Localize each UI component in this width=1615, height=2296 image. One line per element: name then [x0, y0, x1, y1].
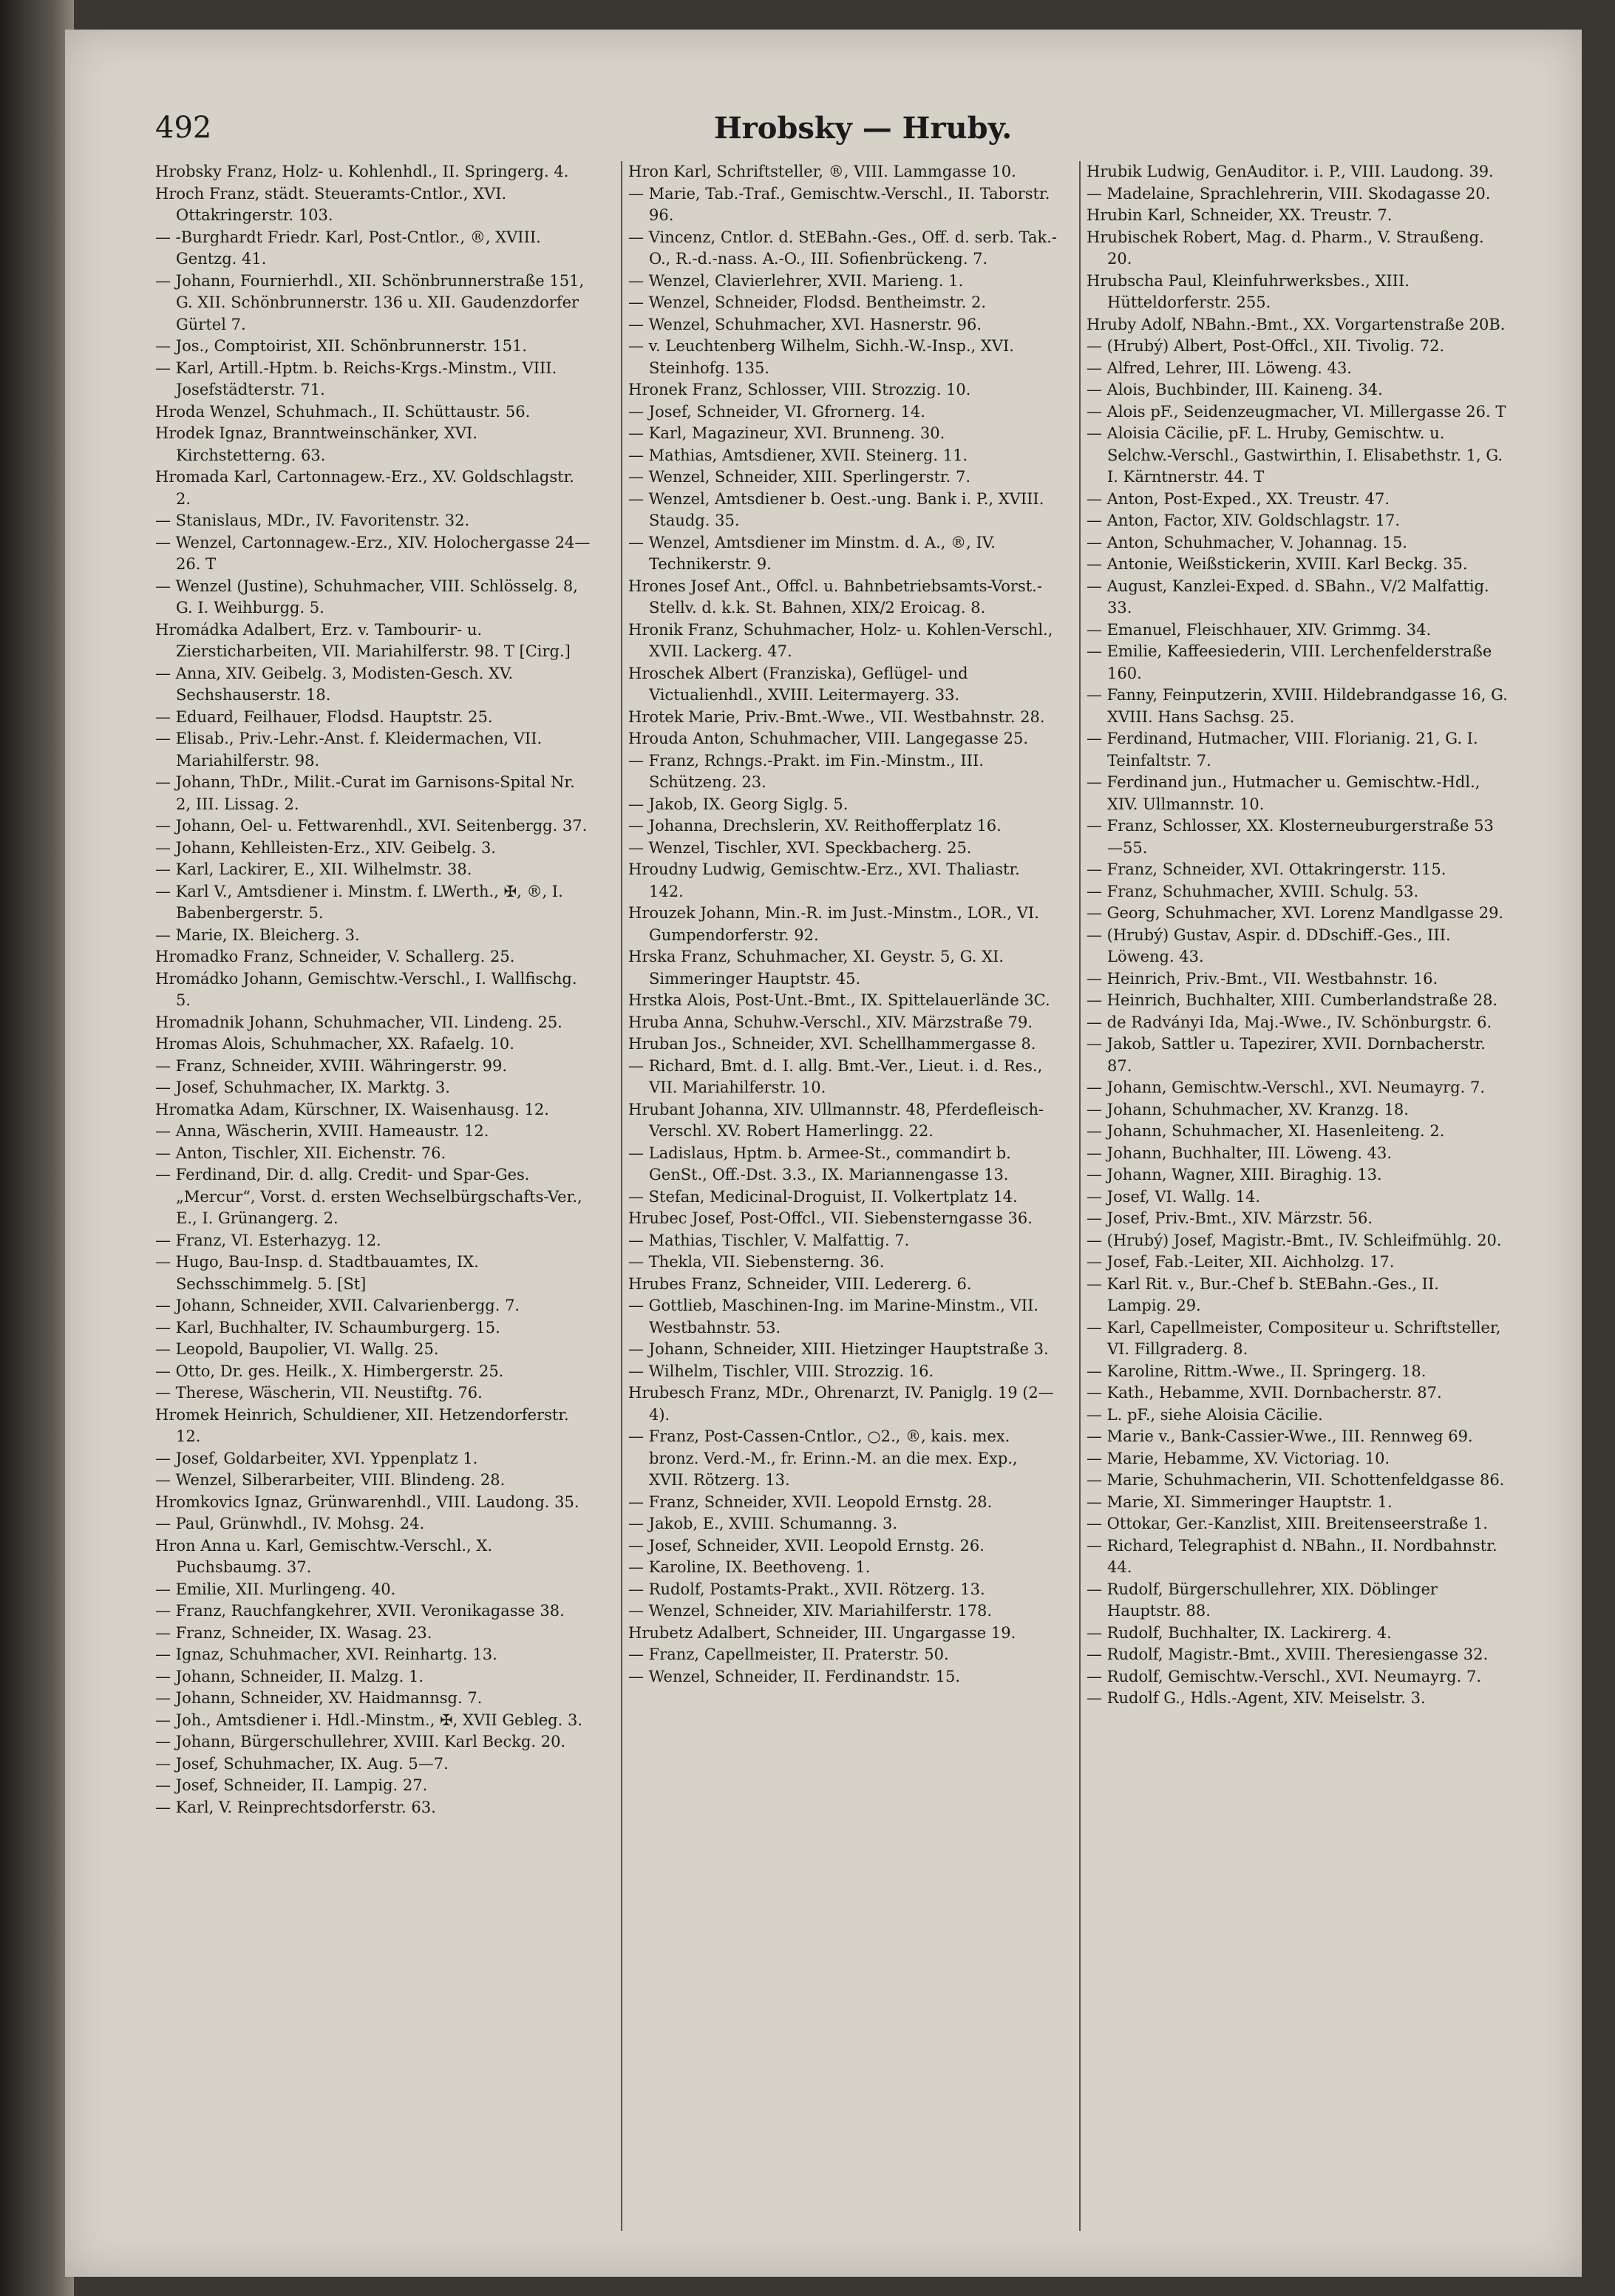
column-2: [621, 161, 1058, 2231]
directory-entry: — Josef, Schneider, VI. Gfrornerg. 14.: [628, 402, 925, 421]
directory-entry: — Thekla, VII. Siebensterng. 36.: [628, 1253, 885, 1271]
directory-entry: — Ferdinand, Dir. d. allg. Credit- und Spar-Ges. „Mercur“, Vorst. d. ersten Wechselbürgschafts-Ver., E., I. Grünangerg. 2.: [155, 1166, 582, 1227]
directory-entry: Hrubec Josef, Post-Offcl., VII. Siebensterngasse 36.: [628, 1209, 1033, 1227]
directory-entry: — Karl, Buchhalter, IV. Schaumburgerg. 15.: [155, 1318, 500, 1336]
directory-entry: — Ignaz, Schuhmacher, XVI. Reinhartg. 13.: [155, 1645, 497, 1663]
directory-entry: Hromádka Adalbert, Erz. v. Tambourir- u. Ziersticharbeiten, VII. Mariahilferstr. 98. T [Cirg.]: [155, 620, 571, 660]
directory-entry: — Aloisia Cäcilie, pF. L. Hruby, Gemischtw. u. Selchw.-Verschl., Gastwirthin, I. Elisabethstr. 1, G. I. Kärntnerstr. 44. T: [1087, 424, 1503, 486]
directory-entry: — August, Kanzlei-Exped. d. SBahn., V/2 Malfattig. 33.: [1087, 577, 1489, 617]
directory-entry: Hrubin Karl, Schneider, XX. Treustr. 7.: [1087, 206, 1393, 224]
directory-entry: — de Radványi Ida, Maj.-Wwe., IV. Schönburgstr. 6.: [1087, 1013, 1492, 1031]
directory-entry: Hromádko Johann, Gemischtw.-Verschl., I. Wallfischg. 5.: [155, 969, 577, 1009]
directory-entry: — Anton, Tischler, XII. Eichenstr. 76.: [155, 1144, 446, 1162]
directory-entry: — Johann, Schuhmacher, XI. Hasenleiteng. 2.: [1087, 1122, 1445, 1140]
directory-entry: — Joh., Amtsdiener i. Hdl.-Minstm., ✠, XVII Gebleg. 3.: [155, 1711, 582, 1729]
column-3: [1079, 161, 1508, 2231]
directory-entry: — Paul, Grünwhdl., IV. Mohsg. 24.: [155, 1515, 425, 1532]
directory-entry: Hrubischek Robert, Mag. d. Pharm., V. Straußeng. 20.: [1087, 228, 1484, 268]
directory-entry: — Karl Rit. v., Bur.-Chef b. StEBahn.-Ges., II. Lampig. 29.: [1087, 1274, 1439, 1314]
directory-entry: — Wenzel, Tischler, XVI. Speckbacherg. 25.: [628, 838, 972, 857]
directory-entry: — Wenzel, Schneider, II. Ferdinandstr. 15.: [628, 1667, 961, 1685]
directory-entry: — Alois pF., Seidenzeugmacher, VI. Millergasse 26. T: [1087, 402, 1506, 421]
directory-entry: — Franz, Schneider, XVII. Leopold Ernstg. 28.: [628, 1492, 993, 1511]
directory-entry: Hron Karl, Schriftsteller, ®, VIII. Lammgasse 10.: [628, 163, 1016, 180]
directory-entry: Hruban Jos., Schneider, XVI. Schellhammergasse 8.: [628, 1035, 1036, 1053]
directory-entry: — Rudolf G., Hdls.-Agent, XIV. Meiselstr. 3.: [1087, 1689, 1426, 1707]
directory-entry: — Franz, Rauchfangkehrer, XVII. Veronikagasse 38.: [155, 1602, 565, 1620]
directory-entry: — Heinrich, Priv.-Bmt., VII. Westbahnstr. 16.: [1087, 969, 1438, 988]
directory-entry: — Jakob, Sattler u. Tapezirer, XVII. Dornbacherstr. 87.: [1087, 1035, 1486, 1075]
directory-entry: — Johann, Gemischtw.-Verschl., XVI. Neumayrg. 7.: [1087, 1079, 1486, 1096]
directory-entry: — Karoline, IX. Beethoveng. 1.: [628, 1558, 871, 1576]
directory-entry: — Wenzel, Schneider, Flodsd. Bentheimstr. 2.: [628, 293, 987, 311]
directory-entry: — Johann, Schneider, XVII. Calvarienbergg. 7.: [155, 1297, 520, 1314]
directory-entry: — Wenzel, Amtsdiener b. Oest.-ung. Bank i. P., XVIII. Staudg. 35.: [628, 489, 1044, 529]
directory-entry: Hrodek Ignaz, Branntweinschänker, XVI. Kirchstetterng. 63.: [155, 424, 478, 464]
directory-entry: — Marie, IX. Bleicherg. 3.: [155, 925, 360, 944]
directory-entry: — Ferdinand jun., Hutmacher u. Gemischtw.-Hdl., XIV. Ullmannstr. 10.: [1087, 773, 1480, 813]
directory-entry: — Wenzel, Cartonnagew.-Erz., XIV. Holochergasse 24—26. T: [155, 533, 591, 573]
directory-entry: — Eduard, Feilhauer, Flodsd. Hauptstr. 25.: [155, 707, 493, 726]
directory-entry: Hruba Anna, Schuhw.-Verschl., XIV. Märzstraße 79.: [628, 1013, 1033, 1031]
directory-entry: — Wenzel, Amtsdiener im Minstm. d. A., ®, IV. Technikerstr. 9.: [628, 533, 996, 573]
directory-entry: Hruby Adolf, NBahn.-Bmt., XX. Vorgartenstraße 20B.: [1087, 315, 1506, 333]
directory-entry: — Vincenz, Cntlor. d. StEBahn.-Ges., Off. d. serb. Tak.-O., R.-d.-nass. A.-O., III. Sofienbrückeng. 7.: [628, 228, 1058, 268]
directory-entry: — Marie, Schuhmacherin, VII. Schottenfeldgasse 86.: [1087, 1471, 1505, 1489]
directory-entry: — Alfred, Lehrer, III. Löweng. 43.: [1087, 359, 1352, 377]
directory-entry: Hromadko Franz, Schneider, V. Schallerg. 25.: [155, 948, 515, 965]
directory-entry: — Wenzel, Schneider, XIV. Mariahilferstr. 178.: [628, 1602, 992, 1620]
directory-entry: — Wenzel, Schuhmacher, XVI. Hasnerstr. 96.: [628, 315, 982, 333]
directory-entry: Hromek Heinrich, Schuldiener, XII. Hetzendorferstr. 12.: [155, 1405, 569, 1445]
directory-entry: Hrubscha Paul, Kleinfuhrwerksbes., XIII. Hütteldorferstr. 255.: [1087, 271, 1410, 311]
directory-entry: Hromada Karl, Cartonnagew.-Erz., XV. Goldschlagstr. 2.: [155, 468, 574, 508]
directory-entry: Hromatka Adam, Kürschner, IX. Waisenhausg. 12.: [155, 1100, 549, 1118]
page-header: [155, 111, 1571, 155]
directory-entry: Hromadnik Johann, Schuhmacher, VII. Lindeng. 25.: [155, 1013, 562, 1031]
directory-entry: — Karl, Magazineur, XVI. Brunneng. 30.: [628, 424, 945, 442]
directory-entry: — Josef, Schneider, II. Lampig. 27.: [155, 1776, 428, 1794]
column-1: [155, 161, 591, 2231]
directory-entry: — Rudolf, Postamts-Prakt., XVII. Rötzerg. 13.: [628, 1580, 985, 1598]
directory-entry: — Leopold, Baupolier, VI. Wallg. 25.: [155, 1340, 439, 1358]
directory-entry: — Anton, Post-Exped., XX. Treustr. 47.: [1087, 489, 1390, 508]
directory-entry: — Ladislaus, Hptm. b. Armee-St., commandirt b. GenSt., Off.-Dst. 3.3., IX. Mariannengasse 13.: [628, 1144, 1011, 1183]
directory-entry: — Johann, Schneider, II. Malzg. 1.: [155, 1667, 424, 1685]
directory-entry: Hrstka Alois, Post-Unt.-Bmt., IX. Spittelauerlände 3C.: [628, 991, 1050, 1009]
directory-entry: — -Burghardt Friedr. Karl, Post-Cntlor., ®, XVIII. Gentzg. 41.: [155, 228, 541, 268]
directory-entry: — Jakob, E., XVIII. Schumanng. 3.: [628, 1515, 897, 1532]
directory-entry: Hromkovics Ignaz, Grünwarenhdl., VIII. Laudong. 35.: [155, 1492, 579, 1511]
directory-entry: — Johann, Wagner, XIII. Biraghig. 13.: [1087, 1166, 1382, 1183]
running-head: Hrobsky — Hruby.: [713, 111, 1013, 146]
directory-entry: — Georg, Schuhmacher, XVI. Lorenz Mandlgasse 29.: [1087, 904, 1504, 922]
directory-entry: — Fanny, Feinputzerin, XVIII. Hildebrandgasse 16, G. XVIII. Hans Sachsg. 25.: [1087, 686, 1508, 726]
directory-entry: — Johanna, Drechslerin, XV. Reithofferplatz 16.: [628, 817, 1002, 835]
directory-entry: — Ferdinand, Hutmacher, VIII. Florianig. 21, G. I. Teinfaltstr. 7.: [1087, 730, 1478, 770]
directory-entry: — Marie, Tab.-Traf., Gemischtw.-Verschl., II. Taborstr. 96.: [628, 184, 1050, 224]
directory-entry: Hron Anna u. Karl, Gemischtw.-Verschl., X. Puchsbaumg. 37.: [155, 1536, 492, 1576]
directory-entry: Hrones Josef Ant., Offcl. u. Bahnbetriebsamts-Vorst.-Stellv. d. k.k. St. Bahnen, XIX/2 Eroicag. 8.: [628, 577, 1042, 617]
directory-entry: — Stefan, Medicinal-Droguist, II. Volkertplatz 14.: [628, 1187, 1018, 1206]
directory-entry: — Karl, V. Reinprechtsdorferstr. 63.: [155, 1798, 436, 1816]
directory-entry: — Wenzel, Silberarbeiter, VIII. Blindeng. 28.: [155, 1471, 506, 1489]
book-spine: [0, 0, 74, 2296]
directory-entry: — Emilie, Kaffeesiederin, VIII. Lerchenfelderstraße 160.: [1087, 642, 1492, 682]
directory-entry: — Therese, Wäscherin, VII. Neustiftg. 76.: [155, 1384, 483, 1402]
directory-entry: Hrubetz Adalbert, Schneider, III. Ungargasse 19.: [628, 1623, 1016, 1642]
directory-entry: — Hugo, Bau-Insp. d. Stadtbauamtes, IX. Sechsschimmelg. 5. [St]: [155, 1253, 479, 1293]
directory-entry: — Wenzel, Clavierlehrer, XVII. Marieng. 1.: [628, 271, 964, 290]
directory-entry: — (Hrubý) Albert, Post-Offcl., XII. Tivolig. 72.: [1087, 337, 1445, 355]
directory-entry: — Ottokar, Ger.-Kanzlist, XIII. Breitenseerstraße 1.: [1087, 1515, 1489, 1532]
directory-entry: Hroschek Albert (Franziska), Geflügel- und Victualienhdl., XVIII. Leitermayerg. 33.: [628, 664, 968, 704]
directory-columns: [155, 161, 1508, 2231]
directory-entry: Hrubant Johanna, XIV. Ullmannstr. 48, Pferdefleisch-Verschl. XV. Robert Hamerlingg. 22.: [628, 1100, 1044, 1140]
directory-entry: — Emilie, XII. Murlingeng. 40.: [155, 1580, 396, 1598]
directory-entry: Hrubes Franz, Schneider, VIII. Ledererg. 6.: [628, 1274, 972, 1293]
directory-entry: — Anton, Factor, XIV. Goldschlagstr. 17.: [1087, 512, 1401, 529]
directory-entry: — Franz, Schneider, XVI. Ottakringerstr. 115.: [1087, 860, 1446, 878]
directory-entry: — Wenzel (Justine), Schuhmacher, VIII. Schlösselg. 8, G. I. Weihburgg. 5.: [155, 577, 578, 617]
directory-entry: — Franz, Schneider, IX. Wasag. 23.: [155, 1623, 432, 1642]
directory-entry: — (Hrubý) Josef, Magistr.-Bmt., IV. Schleifmühlg. 20.: [1087, 1231, 1502, 1249]
directory-entry: — Johann, Buchhalter, III. Löweng. 43.: [1087, 1144, 1393, 1162]
directory-entry: — Rudolf, Gemischtw.-Verschl., XVI. Neumayrg. 7.: [1087, 1667, 1482, 1685]
directory-entry: — Rudolf, Buchhalter, IX. Lackirerg. 4.: [1087, 1623, 1392, 1642]
directory-entry: Hronek Franz, Schlosser, VIII. Strozzig. 10.: [628, 381, 971, 398]
directory-entry: Hronik Franz, Schuhmacher, Holz- u. Kohlen-Verschl., XVII. Lackerg. 47.: [628, 620, 1053, 660]
directory-entry: — Heinrich, Buchhalter, XIII. Cumberlandstraße 28.: [1087, 991, 1498, 1009]
directory-entry: — Richard, Bmt. d. I. allg. Bmt.-Ver., Lieut. i. d. Res., VII. Mariahilferstr. 10.: [628, 1056, 1043, 1096]
directory-entry: — Johann, Kehlleisten-Erz., XIV. Geibelg. 3.: [155, 838, 496, 857]
directory-entry: — Josef, Schuhmacher, IX. Marktg. 3.: [155, 1079, 450, 1096]
directory-entry: — Mathias, Tischler, V. Malfattig. 7.: [628, 1231, 910, 1249]
directory-entry: — Mathias, Amtsdiener, XVII. Steinerg. 11.: [628, 446, 968, 464]
directory-entry: — Karl, Artill.-Hptm. b. Reichs-Krgs.-Minstm., VIII. Josefstädterstr. 71.: [155, 359, 557, 398]
directory-entry: — Stanislaus, MDr., IV. Favoritenstr. 32.: [155, 512, 470, 529]
directory-entry: — Gottlieb, Maschinen-Ing. im Marine-Minstm., VII. Westbahnstr. 53.: [628, 1297, 1039, 1336]
directory-entry: — Josef, Schneider, XVII. Leopold Ernstg. 26.: [628, 1536, 985, 1555]
directory-entry: — Anna, Wäscherin, XVIII. Hameaustr. 12.: [155, 1122, 489, 1140]
directory-entry: — Johann, Bürgerschullehrer, XVIII. Karl Beckg. 20.: [155, 1733, 566, 1750]
directory-entry: — Franz, Rchngs.-Prakt. im Fin.-Minstm., III. Schützeng. 23.: [628, 751, 984, 791]
directory-entry: — v. Leuchtenberg Wilhelm, Sichh.-W.-Insp., XVI. Steinhofg. 135.: [628, 337, 1014, 377]
directory-entry: Hrobsky Franz, Holz- u. Kohlenhdl., II. Springerg. 4.: [155, 163, 569, 180]
directory-entry: Hrouzek Johann, Min.-R. im Just.-Minstm., LOR., VI. Gumpendorferstr. 92.: [628, 904, 1039, 944]
directory-entry: — Franz, Schneider, XVIII. Währingerstr. 99.: [155, 1056, 508, 1075]
directory-entry: — Josef, Goldarbeiter, XVI. Yppenplatz 1.: [155, 1449, 478, 1467]
directory-entry: — Anna, XIV. Geibelg. 3, Modisten-Gesch. XV. Sechshauserstr. 18.: [155, 664, 514, 704]
directory-entry: — Johann, Schuhmacher, XV. Kranzg. 18.: [1087, 1100, 1409, 1118]
directory-entry: — Franz, Schuhmacher, XVIII. Schulg. 53.: [1087, 882, 1419, 900]
directory-entry: — Rudolf, Bürgerschullehrer, XIX. Döblinger Hauptstr. 88.: [1087, 1580, 1438, 1620]
directory-entry: — Wenzel, Schneider, XIII. Sperlingerstr. 7.: [628, 468, 971, 486]
directory-entry: Hrouda Anton, Schuhmacher, VIII. Langegasse 25.: [628, 730, 1029, 747]
directory-entry: Hroda Wenzel, Schuhmach., II. Schüttaustr. 56.: [155, 402, 531, 421]
directory-entry: — Franz, VI. Esterhazyg. 12.: [155, 1231, 381, 1249]
directory-entry: — Franz, Post-Cassen-Cntlor., ○2., ®, kais. mex. bronz. Verd.-M., fr. Erinn.-M. an die mex. Exp., XVII. Rötzerg. 13.: [628, 1427, 1018, 1489]
directory-entry: — Richard, Telegraphist d. NBahn., II. Nordbahnstr. 44.: [1087, 1536, 1497, 1576]
directory-entry: — Franz, Schlosser, XX. Klosterneuburgerstraße 53—55.: [1087, 817, 1494, 857]
directory-entry: — Karl, Capellmeister, Compositeur u. Schriftsteller, VI. Fillgraderg. 8.: [1087, 1318, 1501, 1358]
directory-entry: — Jos., Comptoirist, XII. Schönbrunnerstr. 151.: [155, 337, 528, 355]
directory-entry: — Rudolf, Magistr.-Bmt., XVIII. Theresiengasse 32.: [1087, 1645, 1489, 1663]
directory-entry: — Kath., Hebamme, XVII. Dornbacherstr. 87.: [1087, 1384, 1442, 1402]
directory-entry: — Johann, Oel- u. Fettwarenhdl., XVI. Seitenbergg. 37.: [155, 817, 588, 835]
directory-entry: — Josef, Schuhmacher, IX. Aug. 5—7.: [155, 1754, 449, 1773]
directory-entry: — Marie v., Bank-Cassier-Wwe., III. Rennweg 69.: [1087, 1427, 1473, 1445]
directory-entry: Hrotek Marie, Priv.-Bmt.-Wwe., VII. Westbahnstr. 28.: [628, 707, 1045, 726]
directory-entry: Hrska Franz, Schuhmacher, XI. Geystr. 5, G. XI. Simmeringer Hauptstr. 45.: [628, 948, 1004, 988]
directory-entry: — Madelaine, Sprachlehrerin, VIII. Skodagasse 20.: [1087, 184, 1491, 203]
directory-entry: Hrubik Ludwig, GenAuditor. i. P., VIII. Laudong. 39.: [1087, 163, 1494, 180]
directory-entry: Hroch Franz, städt. Steueramts-Cntlor., XVI. Ottakringerstr. 103.: [155, 184, 507, 224]
directory-entry: — Jakob, IX. Georg Siglg. 5.: [628, 795, 849, 813]
directory-entry: — Josef, Fab.-Leiter, XII. Aichholzg. 17.: [1087, 1253, 1395, 1271]
directory-entry: — Karoline, Rittm.-Wwe., II. Springerg. 18.: [1087, 1362, 1427, 1380]
directory-entry: — Johann, Fournierhdl., XII. Schönbrunnerstraße 151, G. XII. Schönbrunnerstr. 136 u. XII. Gaudenzdorfer Gürtel 7.: [155, 271, 585, 333]
directory-entry: — Karl, Lackirer, E., XII. Wilhelmstr. 38.: [155, 860, 472, 878]
page-number: 492: [155, 111, 212, 145]
directory-entry: — Marie, XI. Simmeringer Hauptstr. 1.: [1087, 1492, 1393, 1511]
directory-entry: — Johann, Schneider, XIII. Hietzinger Hauptstraße 3.: [628, 1340, 1049, 1358]
directory-entry: — Emanuel, Fleischhauer, XIV. Grimmg. 34.: [1087, 620, 1432, 639]
directory-entry: — Johann, Schneider, XV. Haidmannsg. 7.: [155, 1689, 483, 1707]
directory-entry: Hromas Alois, Schuhmacher, XX. Rafaelg. 10.: [155, 1035, 514, 1053]
directory-entry: — Johann, ThDr., Milit.-Curat im Garnisons-Spital Nr. 2, III. Lissag. 2.: [155, 773, 575, 813]
directory-entry: — (Hrubý) Gustav, Aspir. d. DDschiff.-Ges., III. Löweng. 43.: [1087, 925, 1451, 965]
directory-entry: — Elisab., Priv.-Lehr.-Anst. f. Kleidermachen, VII. Mariahilferstr. 98.: [155, 730, 543, 770]
directory-entry: Hroudny Ludwig, Gemischtw.-Erz., XVI. Thaliastr. 142.: [628, 860, 1020, 900]
directory-entry: — Karl V., Amtsdiener i. Minstm. f. LWerth., ✠, ®, I. Babenbergerstr. 5.: [155, 882, 563, 922]
directory-entry: — Josef, VI. Wallg. 14.: [1087, 1187, 1261, 1206]
directory-entry: — Antonie, Weißstickerin, XVIII. Karl Beckg. 35.: [1087, 555, 1468, 573]
directory-entry: — Alois, Buchbinder, III. Kaineng. 34.: [1087, 381, 1383, 398]
directory-entry: — Franz, Capellmeister, II. Praterstr. 50.: [628, 1645, 949, 1663]
directory-entry: — Otto, Dr. ges. Heilk., X. Himbergerstr. 25.: [155, 1362, 504, 1380]
directory-entry: — Wilhelm, Tischler, VIII. Strozzig. 16.: [628, 1362, 934, 1380]
directory-entry: — Marie, Hebamme, XV. Victoriag. 10.: [1087, 1449, 1390, 1467]
directory-entry: Hrubesch Franz, MDr., Ohrenarzt, IV. Paniglg. 19 (2—4).: [628, 1384, 1054, 1424]
directory-entry: — Anton, Schuhmacher, V. Johannag. 15.: [1087, 533, 1407, 551]
directory-entry: — L. pF., siehe Aloisia Cäcilie.: [1087, 1405, 1323, 1424]
directory-entry: — Josef, Priv.-Bmt., XIV. Märzstr. 56.: [1087, 1209, 1373, 1227]
